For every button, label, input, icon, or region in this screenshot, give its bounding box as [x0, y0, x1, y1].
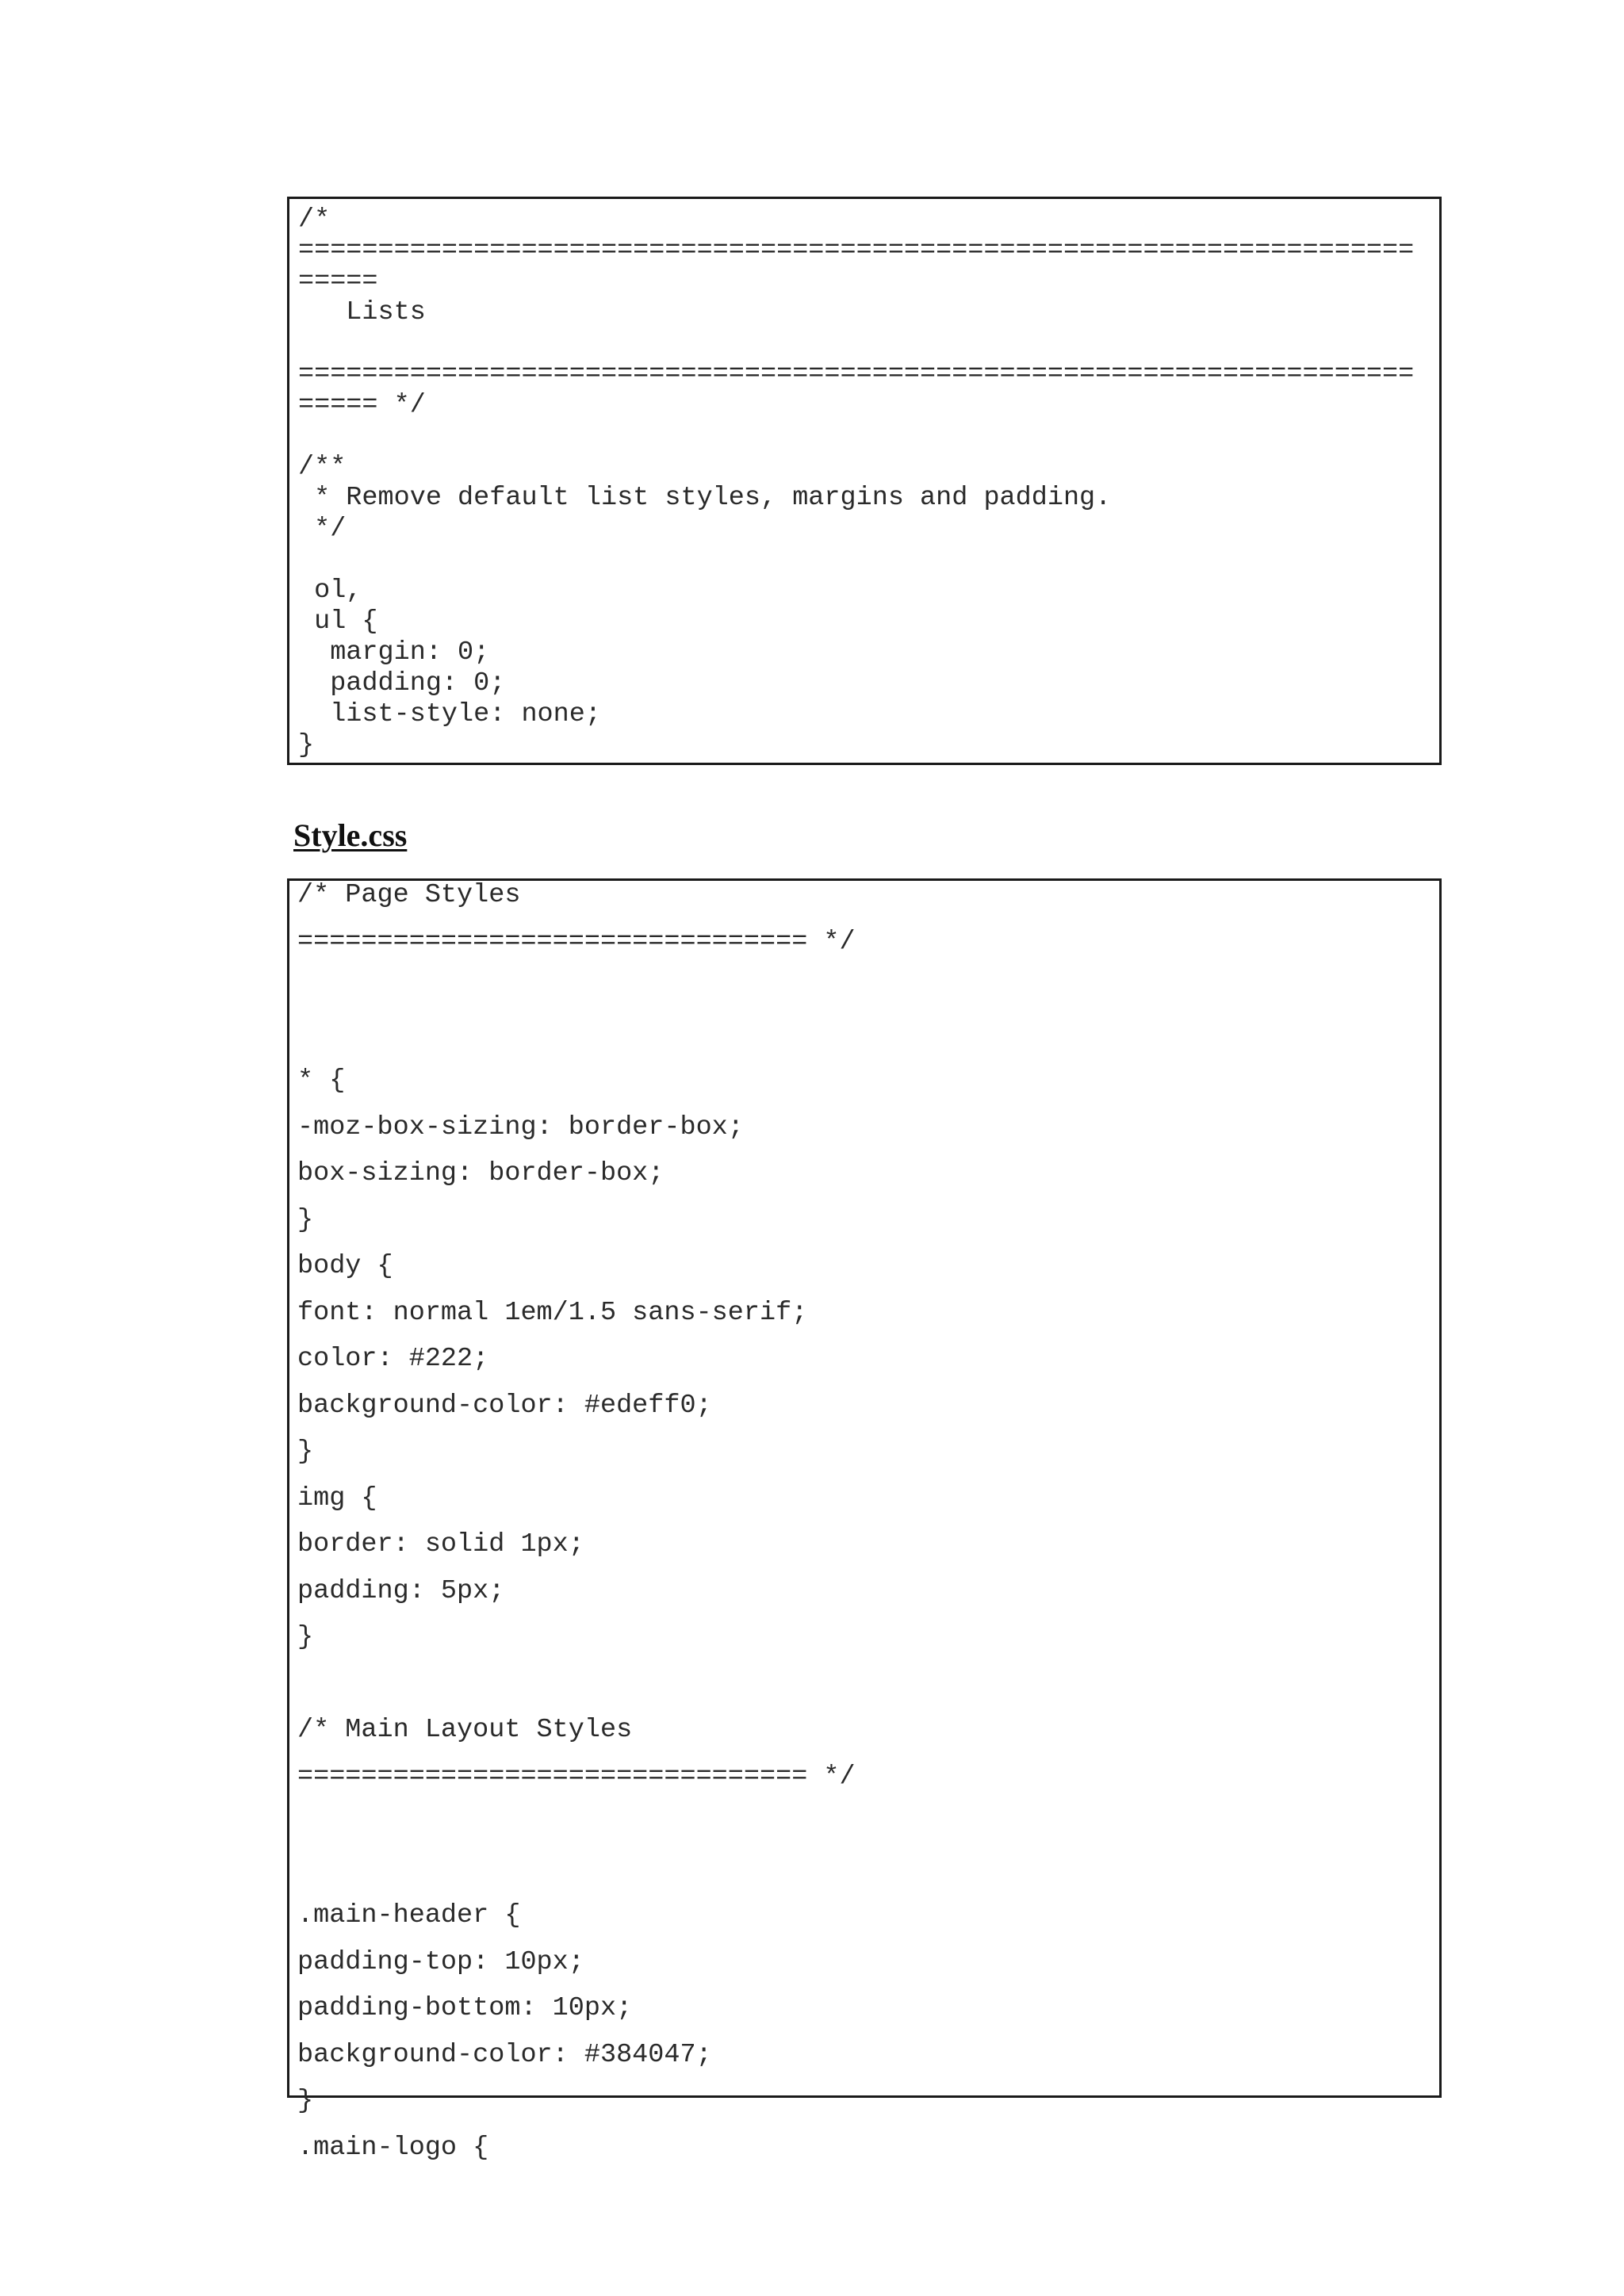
- code-line: .main-logo {: [297, 2133, 489, 2163]
- code-line: list-style: none;: [298, 699, 601, 729]
- code-line: }: [297, 1437, 314, 1467]
- code-line: =====: [298, 266, 378, 297]
- code-line: ======================================================================: [298, 359, 1415, 389]
- code-line: */: [298, 514, 347, 544]
- lists-code-block: [287, 197, 1442, 765]
- code-line: padding: 0;: [298, 668, 506, 698]
- code-line: background-color: #384047;: [297, 2040, 712, 2070]
- code-line: padding-top: 10px;: [297, 1947, 584, 1977]
- code-line: /* Main Layout Styles: [297, 1715, 633, 1745]
- code-line: /*: [298, 205, 331, 235]
- code-line: }: [297, 2086, 314, 2116]
- code-line: .main-header {: [297, 1900, 521, 1931]
- code-line: img {: [297, 1483, 377, 1513]
- code-line: ======================================================================: [298, 235, 1415, 266]
- code-line: Lists: [298, 297, 426, 327]
- code-line: ul {: [298, 607, 378, 637]
- code-line: padding-bottom: 10px;: [297, 1993, 633, 2023]
- code-line: }: [298, 730, 315, 760]
- code-line: /* Page Styles: [297, 880, 521, 910]
- code-line: ol,: [298, 576, 362, 606]
- code-line: ================================ */: [297, 1762, 856, 1792]
- section-heading: Style.css: [293, 817, 408, 853]
- code-line: margin: 0;: [298, 637, 490, 668]
- code-line: border: solid 1px;: [297, 1529, 584, 1559]
- code-line: }: [297, 1622, 314, 1652]
- code-line: * {: [297, 1066, 346, 1096]
- code-line: padding: 5px;: [297, 1576, 505, 1606]
- code-line: * Remove default list styles, margins and padding.: [298, 483, 1112, 513]
- code-line: font: normal 1em/1.5 sans-serif;: [297, 1298, 808, 1328]
- code-line: color: #222;: [297, 1344, 489, 1374]
- code-line: background-color: #edeff0;: [297, 1391, 712, 1421]
- code-line: box-sizing: border-box;: [297, 1158, 665, 1188]
- code-line: ================================ */: [297, 927, 856, 957]
- code-line: /**: [298, 452, 347, 482]
- code-line: body {: [297, 1251, 393, 1281]
- code-line: ===== */: [298, 390, 426, 420]
- code-line: }: [297, 1205, 314, 1235]
- style-code-block: [287, 878, 1442, 2163]
- code-line: -moz-box-sizing: border-box;: [297, 1112, 744, 1142]
